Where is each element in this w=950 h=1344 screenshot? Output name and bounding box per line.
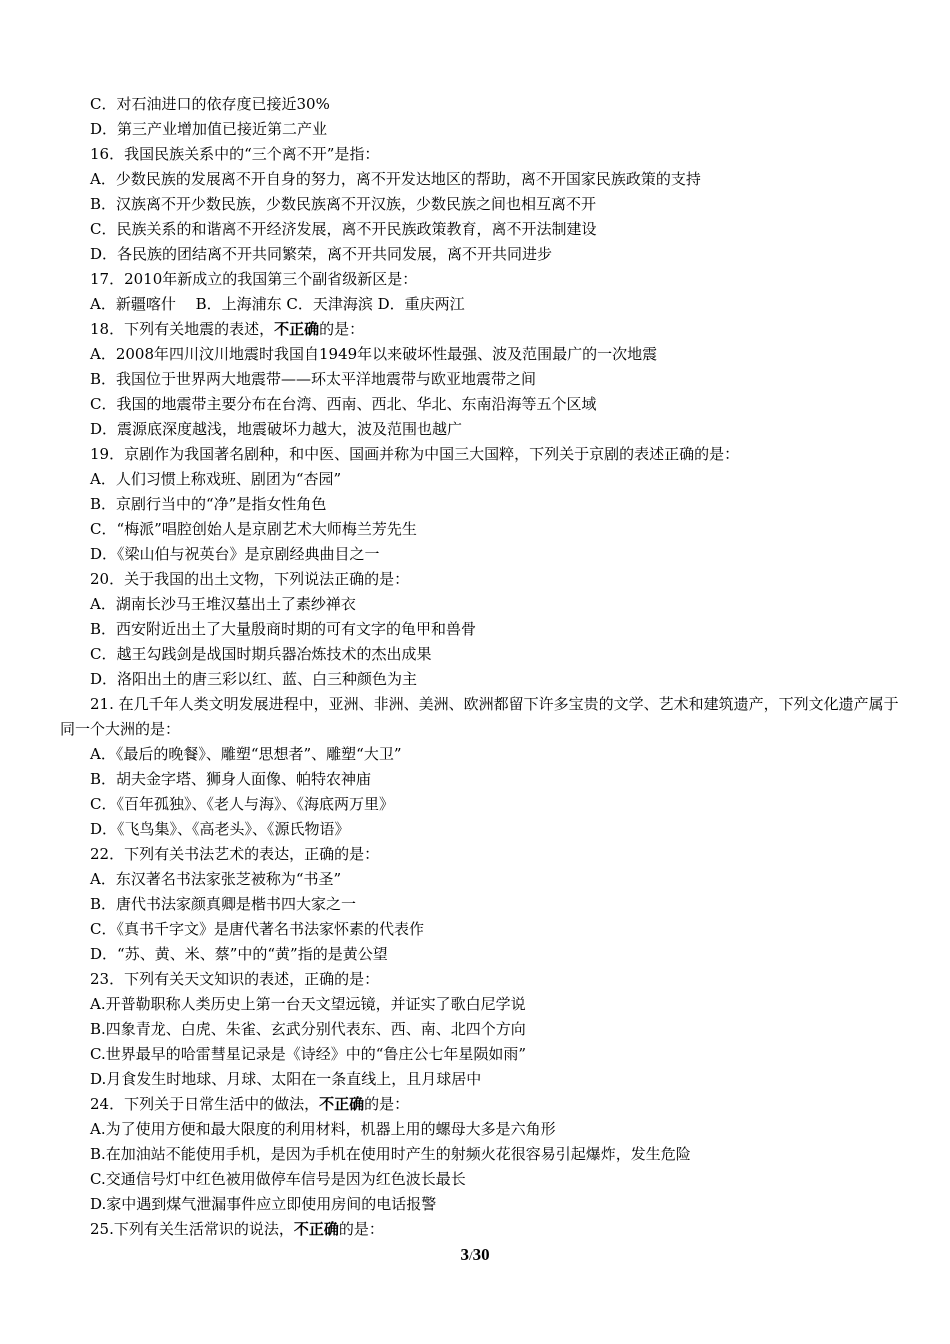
text-line: 22．下列有关书法艺术的表达，正确的是：: [90, 845, 380, 863]
text-line: D．《飞鸟集》、《高老头》、《源氏物语》: [90, 820, 350, 838]
text-line: 16．我国民族关系中的“三个离不开”是指：: [90, 145, 380, 163]
text-line: A．《最后的晚餐》、雕塑“思想者”、雕塑“大卫”: [90, 745, 402, 763]
text-line: D．第三产业增加值已接近第二产业: [90, 120, 328, 138]
question-stem-end: 的是：: [364, 1095, 410, 1113]
text-line: [60, 1217, 900, 1242]
text-line: 23．下列有关天文知识的表述，正确的是：: [90, 970, 380, 988]
emphasis-negation: 不正确: [274, 320, 320, 338]
text-line: 17．2010年新成立的我国第三个副省级新区是：: [90, 270, 418, 288]
text-line: 21. 在几千年人类文明发展进程中，亚洲、非洲、美洲、欧洲都留下许多宝贵的文学、艺术和建筑遗产，下列文化遗产属于同一个大洲的是：: [60, 695, 899, 738]
text-line: A.为了使用方便和最大限度的利用材料，机器上用的螺母大多是六角形: [90, 1120, 556, 1138]
page-separator: /: [468, 1248, 473, 1263]
text-line: C．《真书千字文》是唐代著名书法家怀素的代表作: [90, 920, 424, 938]
text-line: B．唐代书法家颜真卿是楷书四大家之一: [90, 895, 357, 913]
page-current: 3: [460, 1245, 469, 1264]
text-line: B．我国位于世界两大地震带——环太平洋地震带与欧亚地震带之间: [90, 370, 537, 388]
text-line: A.开普勒职称人类历史上第一台天文望远镜，并证实了歌白尼学说: [90, 995, 526, 1013]
emphasis-negation: 不正确: [293, 1220, 339, 1238]
text-line: B．胡夫金字塔、狮身人面像、帕特农神庙: [90, 770, 372, 788]
question-stem-end: 的是：: [338, 1220, 384, 1238]
text-line: D．震源底深度越浅，地震破坏力越大，波及范围也越广: [90, 420, 463, 438]
text-line: C．“梅派”唱腔创始人是京剧艺术大师梅兰芳先生: [90, 520, 417, 538]
page-number: [0, 1243, 950, 1268]
question-stem: 25.下列有关生活常识的说法，: [90, 1220, 294, 1238]
text-line: B.四象青龙、白虎、朱雀、玄武分别代表东、西、南、北四个方向: [90, 1020, 526, 1038]
text-line: 19．京剧作为我国著名剧种，和中医、国画并称为中国三大国粹，下列关于京剧的表述正确的是：: [90, 445, 740, 463]
text-line: D．各民族的团结离不开共同繁荣，离不开共同发展，离不开共同进步: [90, 245, 553, 263]
text-line: D．“苏、黄、米、蔡”中的“黄”指的是黄公望: [90, 945, 388, 963]
text-line: A．2008年四川汶川地震时我国自1949年以来破坏性最强、波及范围最广的一次地震: [90, 345, 658, 363]
text-line: A．人们习惯上称戏班、剧团为“杏园”: [90, 470, 342, 488]
text-line: B.在加油站不能使用手机，是因为手机在使用时产生的射频火花很容易引起爆炸，发生危险: [90, 1145, 691, 1163]
text-line: A．湖南长沙马王堆汉墓出土了素纱禅衣: [90, 595, 356, 613]
page-total: 30: [472, 1245, 490, 1264]
text-line: B．汉族离不开少数民族，少数民族离不开汉族，少数民族之间也相互离不开: [90, 195, 597, 213]
question-stem: 24．下列关于日常生活中的做法，: [90, 1095, 320, 1113]
emphasis-negation: 不正确: [319, 1095, 365, 1113]
text-line: A．新疆喀什 B．上海浦东 C．天津海滨 D．重庆两江: [90, 295, 465, 313]
text-line: D．洛阳出土的唐三彩以红、蓝、白三种颜色为主: [90, 670, 418, 688]
text-line: C．越王勾践剑是战国时期兵器冶炼技术的杰出成果: [90, 645, 432, 663]
text-line: D.家中遇到煤气泄漏事件应立即使用房间的电话报警: [90, 1195, 437, 1213]
question-stem: 18．下列有关地震的表述，: [90, 320, 275, 338]
text-line: D．《梁山伯与祝英台》是京剧经典曲目之一: [90, 545, 380, 563]
text-line: D.月食发生时地球、月球、太阳在一条直线上，且月球居中: [90, 1070, 482, 1088]
text-line: 20．关于我国的出土文物，下列说法正确的是：: [90, 570, 410, 588]
text-line: C．民族关系的和谐离不开经济发展，离不开民族政策教育，离不开法制建设: [90, 220, 597, 238]
question-text-body: [60, 92, 900, 1242]
text-line: C．我国的地震带主要分布在台湾、西南、西北、华北、东南沿海等五个区域: [90, 395, 597, 413]
text-line: B．京剧行当中的“净”是指女性角色: [90, 495, 327, 513]
question-stem-end: 的是：: [319, 320, 365, 338]
text-line: A．少数民族的发展离不开自身的努力，离不开发达地区的帮助，离不开国家民族政策的支持: [90, 170, 701, 188]
text-line: C.世界最早的哈雷彗星记录是《诗经》中的“鲁庄公七年星陨如雨”: [90, 1045, 527, 1063]
text-line: C.交通信号灯中红色被用做停车信号是因为红色波长最长: [90, 1170, 466, 1188]
text-line: A．东汉著名书法家张芝被称为“书圣”: [90, 870, 342, 888]
text-line: [60, 317, 900, 342]
text-line: [60, 1092, 900, 1117]
text-line: C．对石油进口的依存度已接近30%: [90, 95, 330, 113]
text-line: B．西安附近出土了大量殷商时期的可有文字的龟甲和兽骨: [90, 620, 477, 638]
text-line: C．《百年孤独》、《老人与海》、《海底两万里》: [90, 795, 394, 813]
